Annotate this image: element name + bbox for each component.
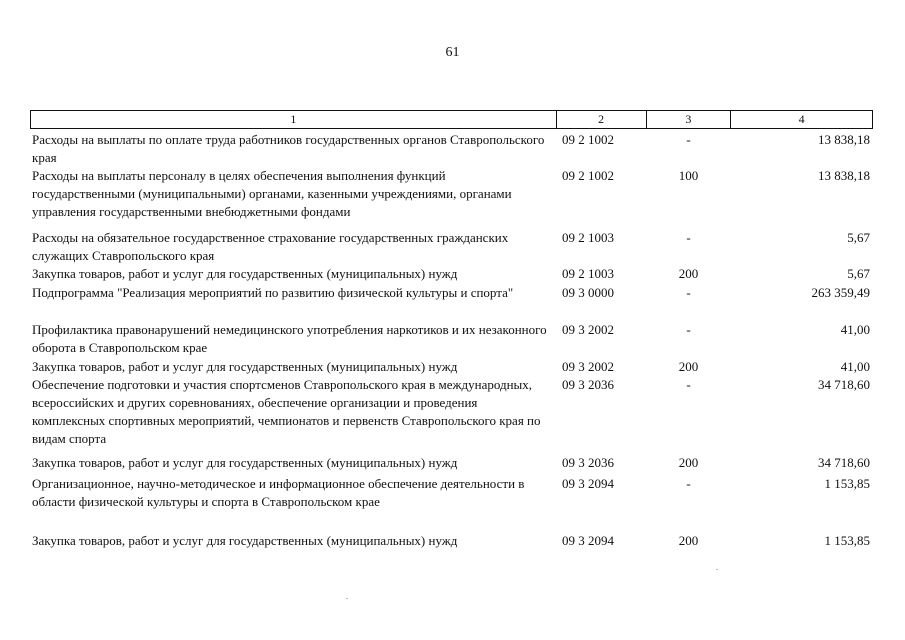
table-row [30, 321, 873, 358]
row-type: - [686, 285, 691, 300]
table-row [30, 131, 873, 167]
row-name: Расходы на выплаты по оплате труда работников государственных органов Ставропольского края [32, 132, 545, 165]
table-row [30, 532, 873, 550]
row-name: Профилактика правонарушений немедицинского употребления наркотиков и их незаконного оборота в Ставропольском крае [32, 322, 547, 355]
row-code: 09 2 1002 [562, 168, 614, 183]
row-amount: 13 838,18 [818, 168, 870, 183]
row-name: Закупка товаров, работ и услуг для государственных (муниципальных) нужд [32, 359, 458, 374]
row-type: 200 [678, 455, 699, 470]
row-code: 09 2 1003 [562, 230, 614, 245]
row-name: Расходы на выплаты персоналу в целях обеспечения выполнения функций государственными (муниципальными) органами, казенными учреждениями, органами управления государственными внебюджетными фондами [32, 168, 512, 219]
table-row [30, 358, 873, 376]
column-header-4: 4 [730, 111, 872, 128]
row-type: - [686, 322, 691, 337]
row-type: 200 [678, 266, 699, 281]
row-type: - [686, 132, 691, 147]
row-code: 09 3 2036 [562, 455, 614, 470]
row-code: 09 3 2094 [562, 476, 614, 491]
table-row [30, 229, 873, 265]
scan-speck [716, 569, 718, 570]
row-name: Закупка товаров, работ и услуг для государственных (муниципальных) нужд [32, 455, 458, 470]
row-type: - [686, 476, 691, 491]
row-amount: 5,67 [847, 266, 870, 281]
row-name: Подпрограмма "Реализация мероприятий по развитию физической культуры и спорта" [32, 285, 514, 300]
row-amount: 13 838,18 [818, 132, 870, 147]
row-amount: 41,00 [840, 359, 870, 374]
row-code: 09 2 1002 [562, 132, 614, 147]
row-code: 09 2 1003 [562, 266, 614, 281]
table-row [30, 265, 873, 284]
row-code: 09 3 2002 [562, 359, 614, 374]
table-row [30, 376, 873, 454]
scan-speck [346, 598, 348, 599]
column-header-2: 2 [556, 111, 646, 128]
column-header-1: 1 [290, 112, 297, 126]
row-amount: 5,67 [847, 230, 870, 245]
page-number: 61 [445, 45, 460, 60]
row-amount: 34 718,60 [818, 455, 870, 470]
budget-table [30, 110, 873, 550]
row-name: Расходы на обязательное государственное страхование государственных гражданских служащих Ставропольского края [32, 230, 509, 263]
row-amount: 263 359,49 [811, 285, 870, 300]
table-row [30, 167, 873, 229]
row-name: Закупка товаров, работ и услуг для государственных (муниципальных) нужд [32, 533, 458, 548]
row-name: Организационное, научно-методическое и информационное обеспечение деятельности в области физической культуры и спорта в Ставропольском крае [32, 476, 525, 509]
column-header-3: 3 [646, 111, 731, 128]
row-type: - [686, 230, 691, 245]
table-header-row [30, 110, 873, 129]
row-code: 09 3 2002 [562, 322, 614, 337]
row-type: 200 [678, 359, 699, 374]
table-row [30, 454, 873, 475]
row-amount: 41,00 [840, 322, 870, 337]
row-type: - [686, 377, 691, 392]
row-amount: 34 718,60 [818, 377, 870, 392]
row-amount: 1 153,85 [824, 533, 870, 548]
row-name: Закупка товаров, работ и услуг для государственных (муниципальных) нужд [32, 266, 458, 281]
row-type: 100 [678, 168, 699, 183]
row-amount: 1 153,85 [824, 476, 870, 491]
row-type: 200 [678, 533, 699, 548]
row-code: 09 3 2094 [562, 533, 614, 548]
row-code: 09 3 0000 [562, 285, 614, 300]
table-row [30, 284, 873, 321]
row-code: 09 3 2036 [562, 377, 614, 392]
row-name: Обеспечение подготовки и участия спортсменов Ставропольского края в международных, всероссийских и других соревнованиях, обеспечение организации и проведения комплексных спортивных мероприятий, чемпионатов и первенств Ставропольского края по видам спорта [32, 377, 541, 446]
table-row [30, 475, 873, 532]
